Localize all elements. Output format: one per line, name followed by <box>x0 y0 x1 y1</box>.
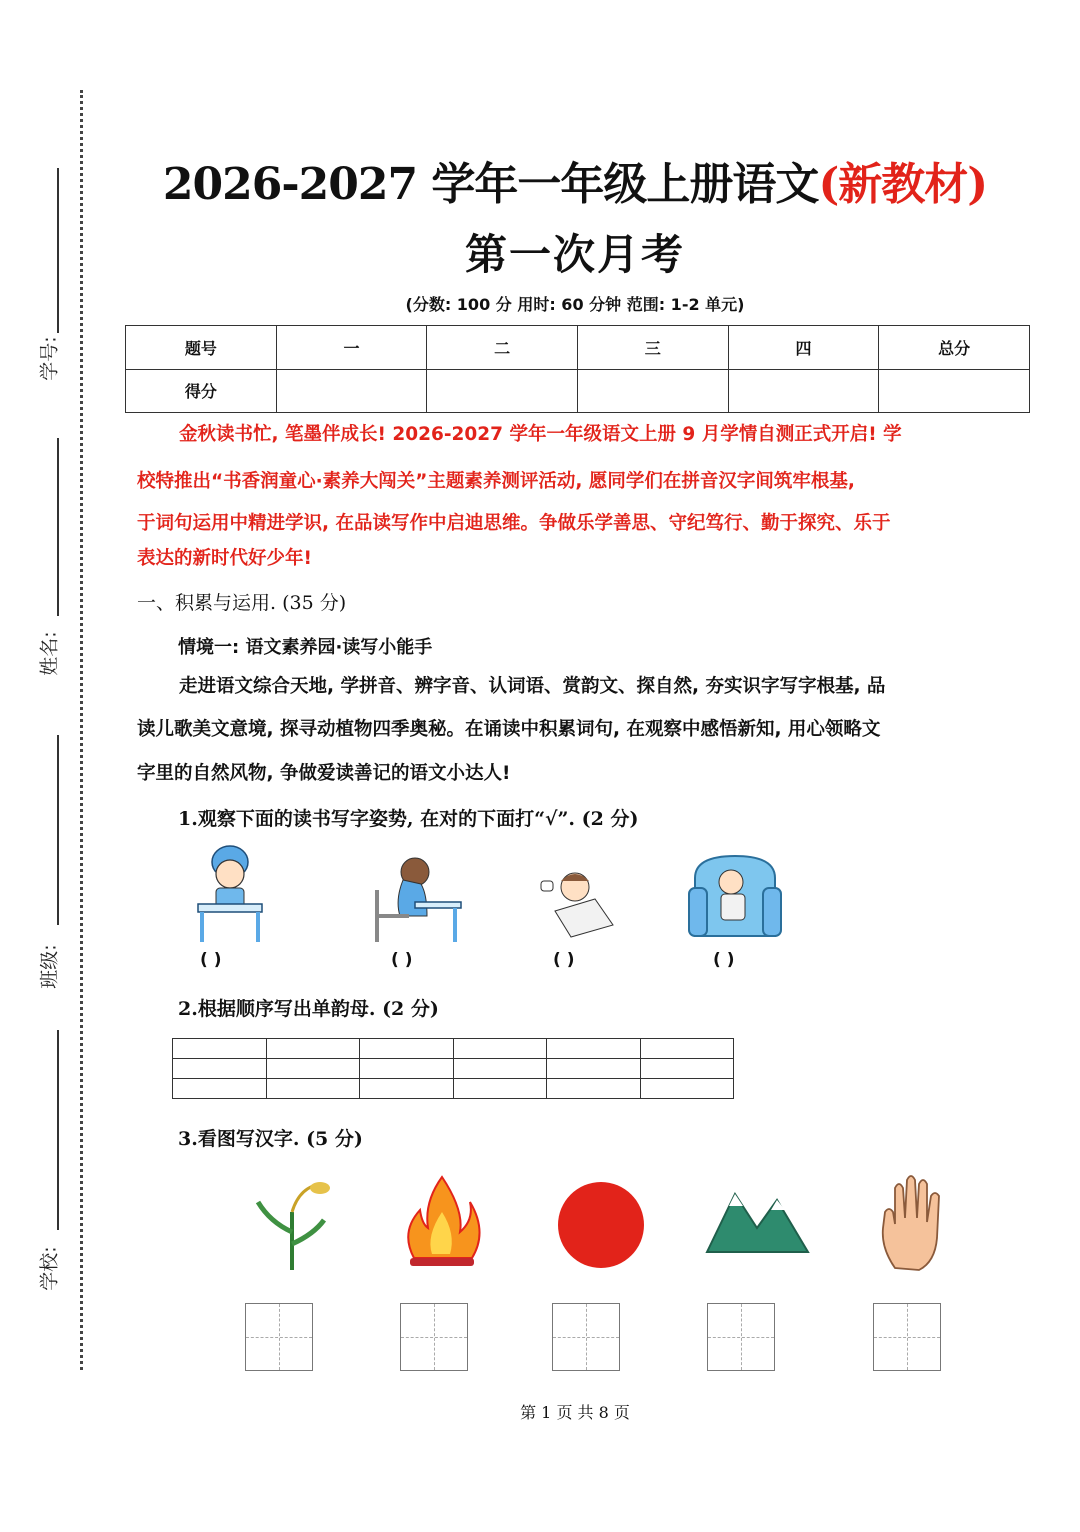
page-footer: 第 1 页 共 8 页 <box>520 1403 630 1422</box>
answer-paren-1[interactable]: ( ) <box>200 950 222 970</box>
posture-image-2 <box>365 850 465 945</box>
context-line-2: 读儿歌美文意境, 探寻动植物四季奥秘。在诵读中积累词句, 在观察中感悟新知, 用心领略文 <box>137 719 881 740</box>
score-row-label: 得分 <box>126 369 277 413</box>
grid-cell[interactable] <box>360 1059 454 1079</box>
grid-cell[interactable] <box>173 1059 267 1079</box>
writing-box-5[interactable] <box>873 1303 941 1371</box>
name-line <box>57 438 59 616</box>
writing-box-4[interactable] <box>707 1303 775 1371</box>
score-header-cell: 一 <box>276 326 427 370</box>
score-input-cell[interactable] <box>276 369 427 413</box>
grid-row <box>173 1059 734 1079</box>
posture-image-3 <box>535 865 625 945</box>
score-table <box>125 325 1030 413</box>
posture-image-4 <box>685 848 785 943</box>
hand-icon <box>875 1172 955 1272</box>
grid-row <box>173 1079 734 1099</box>
grid-cell[interactable] <box>453 1039 547 1059</box>
score-input-cell[interactable] <box>728 369 879 413</box>
mountain-icon <box>705 1188 810 1256</box>
score-input-cell[interactable] <box>577 369 728 413</box>
grid-cell[interactable] <box>453 1079 547 1099</box>
grid-cell[interactable] <box>640 1039 734 1059</box>
question-1: 1.观察下面的读书写字姿势, 在对的下面打“√”. (2 分) <box>178 808 639 830</box>
class-line <box>57 735 59 925</box>
class-label: 班级: <box>38 944 61 989</box>
title-tag: (新教材) <box>818 159 988 210</box>
binding-dashed-line <box>80 90 83 1370</box>
grid-row <box>173 1039 734 1059</box>
writing-box-2[interactable] <box>400 1303 468 1371</box>
answer-paren-4[interactable]: ( ) <box>713 950 735 970</box>
score-header-cell: 总分 <box>879 326 1030 370</box>
name-label: 姓名: <box>38 631 61 676</box>
grid-cell[interactable] <box>266 1039 360 1059</box>
sun-circle-icon <box>556 1180 646 1270</box>
page-title <box>0 148 1080 212</box>
pinyin-writing-grid <box>172 1038 734 1099</box>
grid-cell[interactable] <box>547 1039 641 1059</box>
grid-cell[interactable] <box>173 1039 267 1059</box>
grid-cell[interactable] <box>453 1059 547 1079</box>
page-subtitle: 第一次月考 <box>464 230 685 279</box>
grid-cell[interactable] <box>266 1079 360 1099</box>
grid-cell[interactable] <box>360 1039 454 1059</box>
writing-box-3[interactable] <box>552 1303 620 1371</box>
title-main: 2026-2027 学年一年级上册语文 <box>162 159 819 210</box>
score-table-score-row <box>126 369 1030 413</box>
exam-meta: (分数: 100 分 用时: 60 分钟 范围: 1-2 单元) <box>405 295 745 314</box>
score-input-cell[interactable] <box>879 369 1030 413</box>
answer-paren-2[interactable]: ( ) <box>391 950 413 970</box>
school-line <box>57 1030 59 1230</box>
question-2: 2.根据顺序写出单韵母. (2 分) <box>178 998 439 1020</box>
grid-cell[interactable] <box>266 1059 360 1079</box>
rice-plant-icon <box>250 1172 335 1272</box>
context-line-1: 走进语文综合天地, 学拼音、辨字音、认词语、赏韵文、探自然, 夯实识字写字根基, 品 <box>179 676 886 697</box>
intro-line-4: 表达的新时代好少年! <box>137 548 312 569</box>
grid-cell[interactable] <box>547 1079 641 1099</box>
posture-image-1 <box>190 840 270 945</box>
grid-cell[interactable] <box>173 1079 267 1099</box>
score-header-cell: 四 <box>728 326 879 370</box>
context-line-3: 字里的自然风物, 争做爱读善记的语文小达人! <box>137 763 511 784</box>
score-header-cell: 题号 <box>126 326 277 370</box>
intro-line-3: 于词句运用中精进学识, 在品读写作中启迪思维。争做乐学善思、守纪笃行、勤于探究、乐于 <box>137 513 891 534</box>
student-no-label: 学号: <box>38 336 61 381</box>
intro-line-2: 校特推出“书香润童心·素养大闯关”主题素养测评活动, 愿同学们在拼音汉字间筑牢根基, <box>137 471 855 492</box>
question-3: 3.看图写汉字. (5 分) <box>178 1128 363 1150</box>
grid-cell[interactable] <box>360 1079 454 1099</box>
grid-cell[interactable] <box>640 1079 734 1099</box>
context-title: 情境一: 语文素养园·读写小能手 <box>178 637 433 658</box>
school-label: 学校: <box>38 1246 61 1291</box>
grid-cell[interactable] <box>640 1059 734 1079</box>
writing-box-1[interactable] <box>245 1303 313 1371</box>
score-header-cell: 三 <box>577 326 728 370</box>
score-header-cell: 二 <box>427 326 578 370</box>
section1-heading: 一、积累与运用. (35 分) <box>137 592 347 614</box>
score-input-cell[interactable] <box>427 369 578 413</box>
intro-line-1: 金秋读书忙, 笔墨伴成长! 2026-2027 学年一年级语文上册 9 月学情自测正式开启! 学 <box>179 424 902 445</box>
score-table-header-row <box>126 326 1030 370</box>
fire-icon <box>402 1172 482 1272</box>
grid-cell[interactable] <box>547 1059 641 1079</box>
answer-paren-3[interactable]: ( ) <box>553 950 575 970</box>
